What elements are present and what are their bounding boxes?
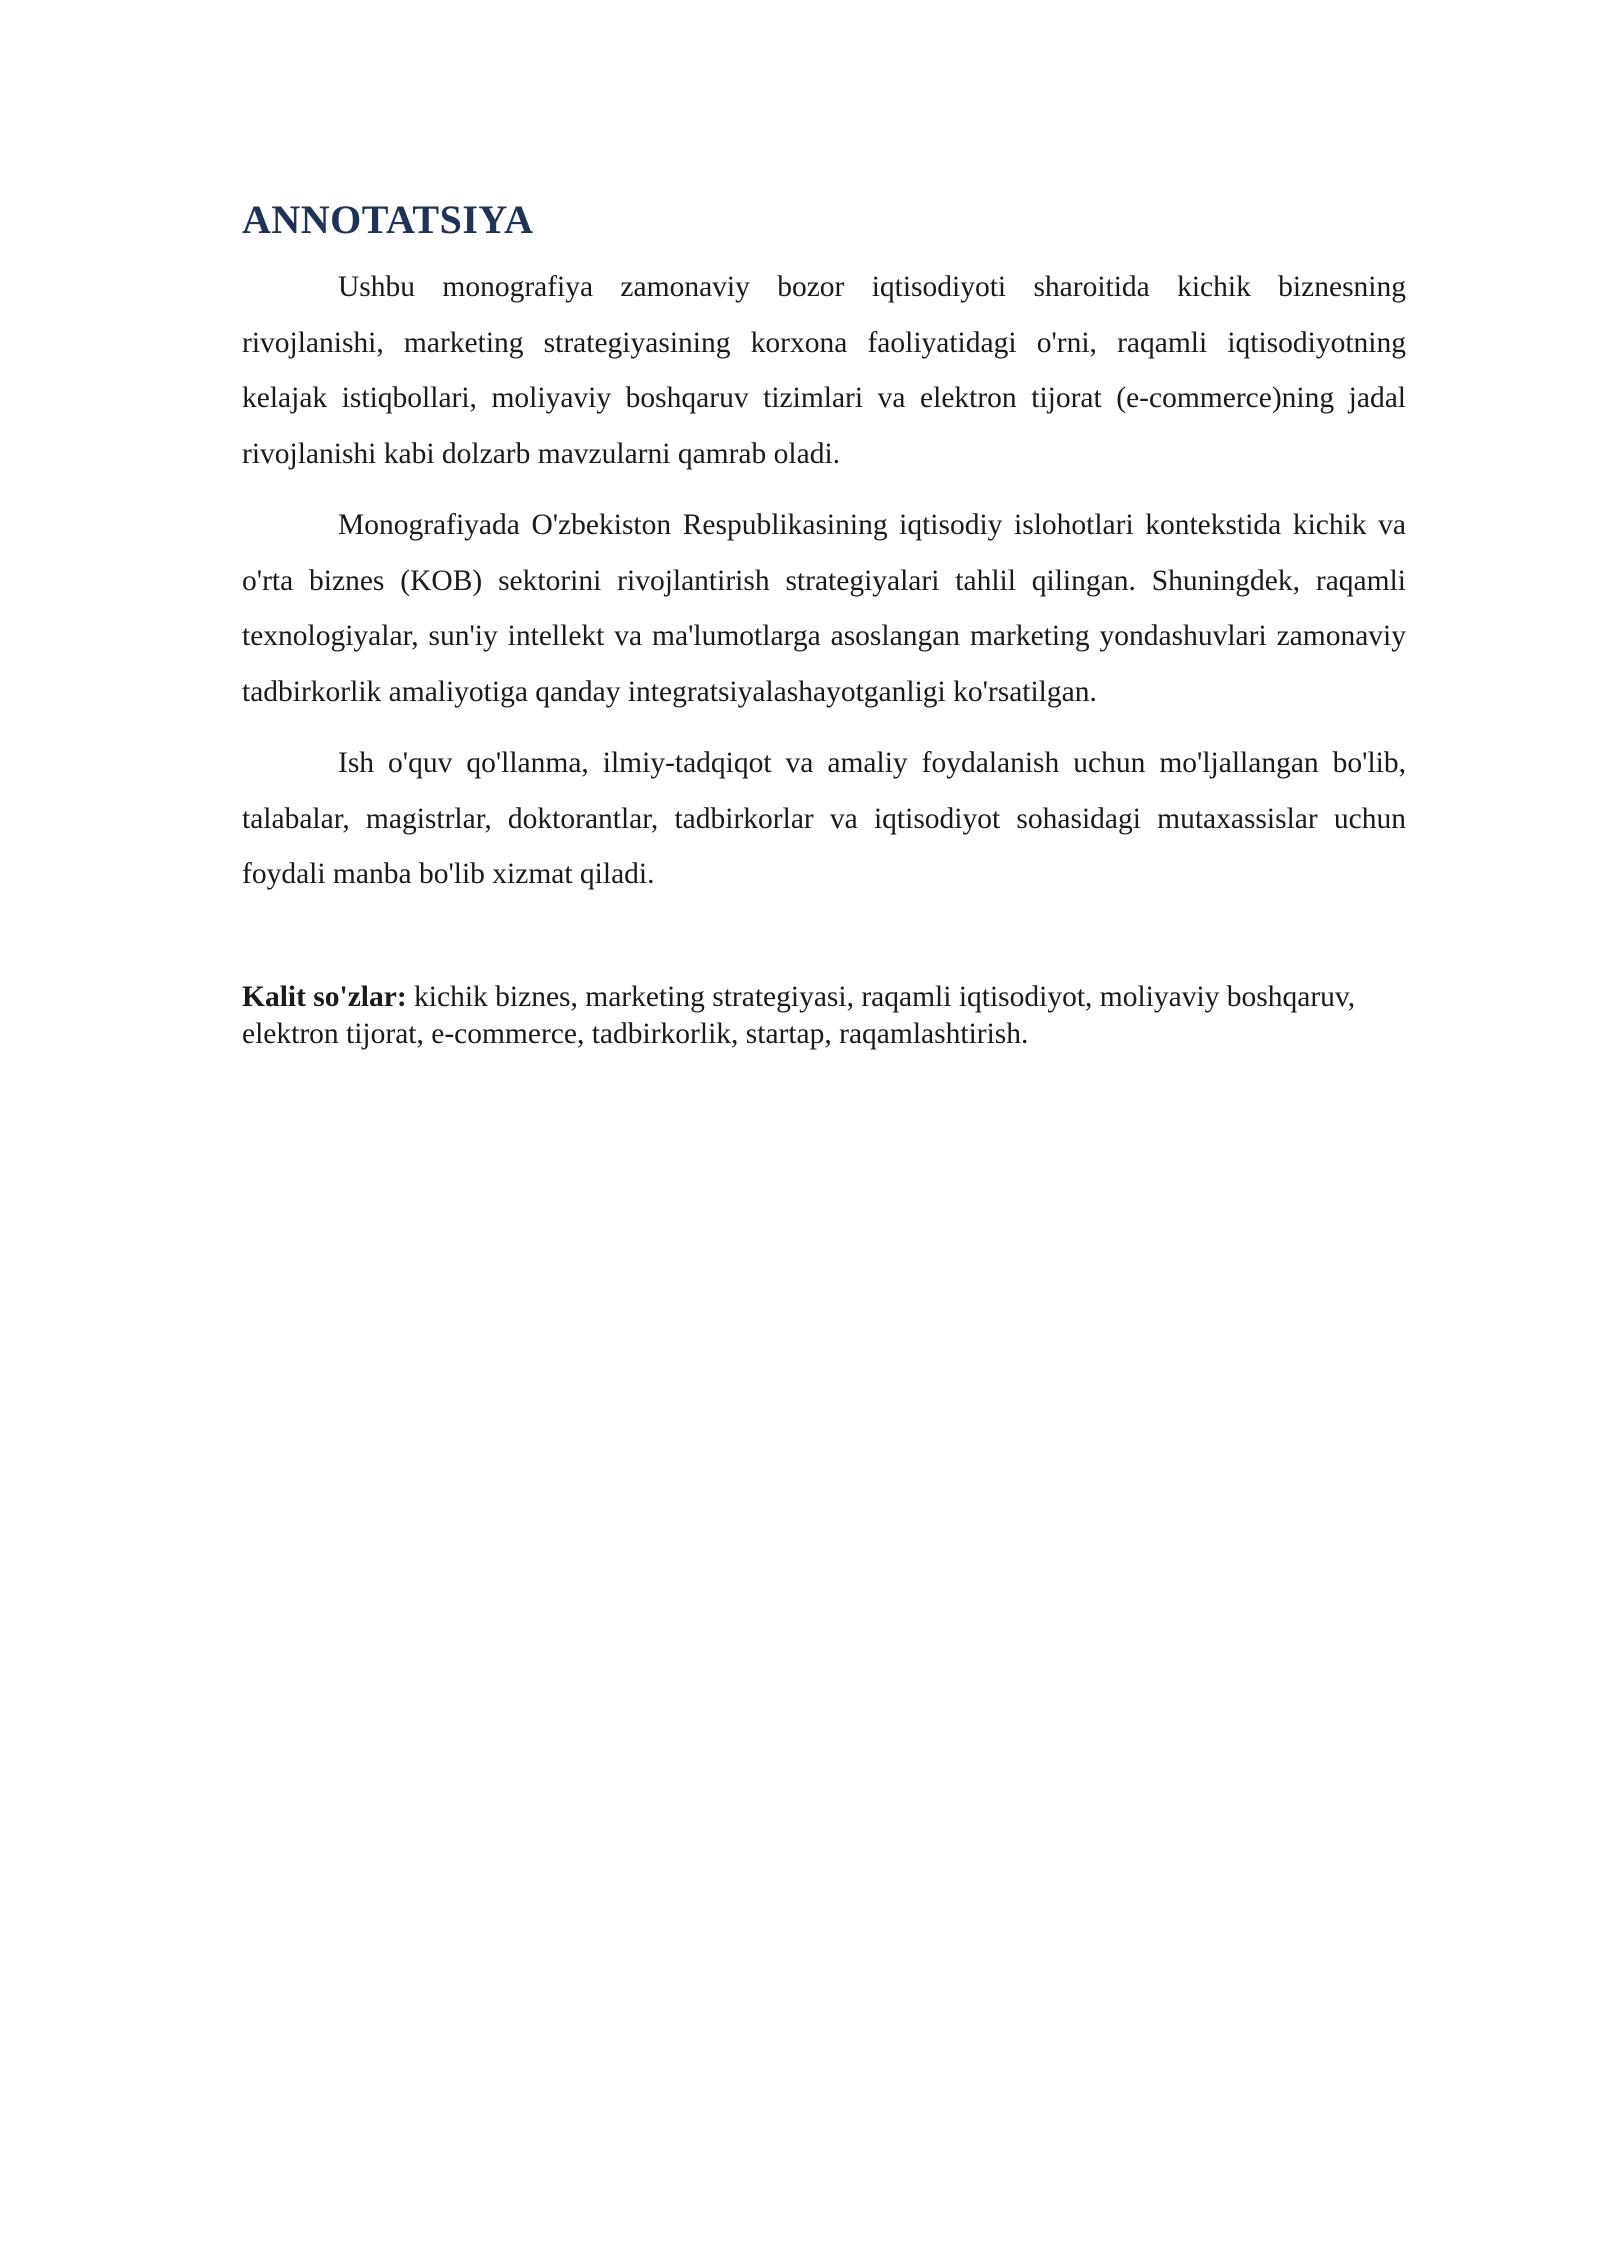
abstract-paragraph-2: Monografiyada O'zbekiston Respublikasining iqtisodiy islohotlari kontekstida kichik va o'rta biznes (KOB) sektorini rivojlantirish strategiyalari tahlil qilingan. Shuningdek, raqamli texnologiyalar, sun'iy intellekt va ma'lumotlarga asoslangan marketing yondashuvlari zamonaviy tadbirkorlik amaliyotiga qanday integratsiyalashayotganligi ko'rsatilgan.	[242, 509, 1406, 708]
abstract-paragraph-1: Ushbu monografiya zamonaviy bozor iqtisodiyoti sharoitida kichik biznesning rivojlanishi, marketing strategiyasining korxona faoliyatidagi o'rni, raqamli iqtisodiyotning kelajak istiqbollari, moliyaviy boshqaruv tizimlari va elektron tijorat (e-commerce)ning jadal rivojlanishi kabi dolzarb mavzularni qamrab oladi.	[242, 271, 1406, 470]
keywords-text: kichik biznes, marketing strategiyasi, raqamli iqtisodiyot, moliyaviy boshqaruv, elektron tijorat, e-commerce, tadbirkorlik, startap, raqamlashtirish.	[242, 980, 1356, 1050]
page-content	[242, 192, 1406, 1053]
abstract-paragraph-3: Ish o'quv qo'llanma, ilmiy-tadqiqot va amaliy foydalanish uchun mo'ljallangan bo'lib, talabalar, magistrlar, doktorantlar, tadbirkorlar va iqtisodiyot sohasidagi mutaxassislar uchun foydali manba bo'lib xizmat qiladi.	[242, 747, 1406, 890]
keywords-label: Kalit so'zlar:	[242, 980, 407, 1013]
keywords-block	[242, 979, 1372, 1053]
section-heading: ANNOTATSIYA	[242, 197, 534, 242]
